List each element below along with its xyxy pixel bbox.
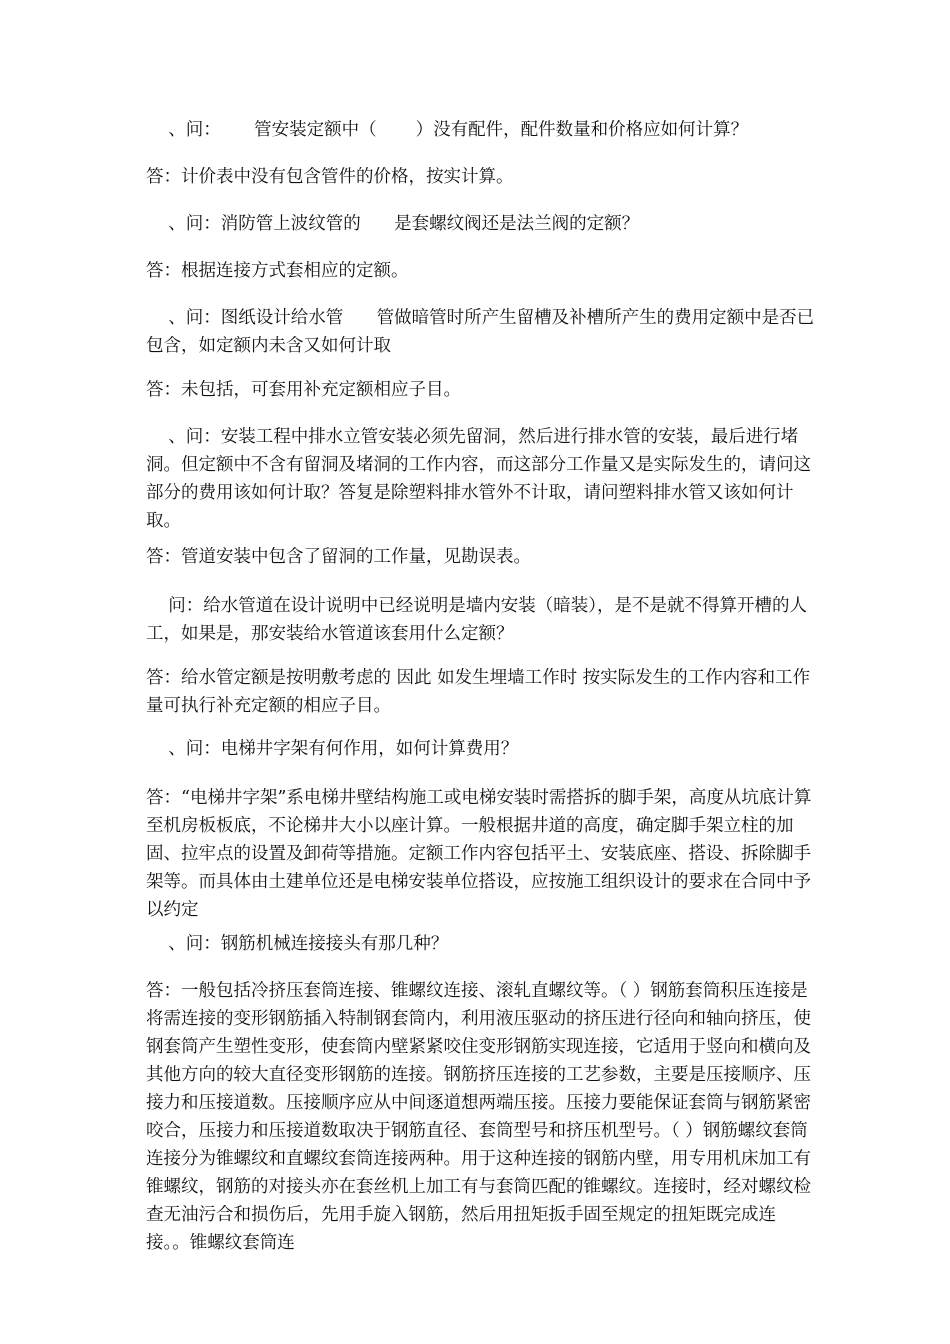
question-7: 、问：钢筋机械连接接头有那几种？ (146, 934, 449, 954)
answer-2: 答：根据连接方式套相应的定额。 (146, 261, 409, 281)
question-2: 、问：消防管上波纹管的 是套螺纹阀还是法兰阀的定额？ (146, 214, 640, 234)
answer-1: 答：计价表中没有包含管件的价格，按实计算。 (146, 167, 514, 187)
answer-3: 答：未包括，可套用补充定额相应子目。 (146, 380, 461, 400)
question-1: 、问： 管安装定额中（ ）没有配件，配件数量和价格应如何计算？ (146, 120, 749, 140)
question-3: 、问：图纸设计给水管 管做暗管时所产生留槽及补槽所产生的费用定额中是否已包含，如定额内未含又如何计取 (146, 308, 815, 356)
question-4: 、问：安装工程中排水立管安装必须先留洞，然后进行排水管的安装，最后进行堵洞。但定额中不含有留洞及堵洞的工作内容，而这部分工作量又是实际发生的，请问这部分的费用该如何计取？答复是除塑料排水管外不计取，请问塑料排水管又该如何计取。 (146, 427, 811, 531)
answer-6: 答：“电梯井字架”系电梯井壁结构施工或电梯安装时需搭拆的脚手架，高度从坑底计算至机房板板底，不论梯井大小以座计算。一般根据井道的高度，确定脚手架立柱的加固、拉牢点的设置及卸荷等措施。定额工作内容包括平土、安装底座、搭设、拆除脚手架等。而具体由土建单位还是电梯安装单位搭设，应按施工组织设计的要求在合同中予以约定 (146, 788, 812, 920)
answer-4: 答：管道安装中包含了留洞的工作量，见勘误表。 (146, 547, 531, 567)
answer-7: 答：一般包括冷挤压套筒连接、锥螺纹连接、滚轧直螺纹等。（ ）钢筋套筒积压连接是将需连接的变形钢筋插入特制钢套筒内，利用液压驱动的挤压进行径向和轴向挤压，使钢套筒产生塑性变形，使套筒内壁紧紧咬住变形钢筋实现连接，它适用于竖向和横向及其他方向的较大直径变形钢筋的连接。钢筋挤压连接的工艺参数，主要是压接顺序、压接力和压接道数。压接顺序应从中间逐道想两端压接。压接力要能保证套筒与钢筋紧密咬合，压接力和压接道数取决于钢筋直径、套筒型号和挤压机型号。（ ）钢筋螺纹套筒连接分为锥螺纹和直螺纹套筒连接两种。用于这种连接的钢筋内壁，用专用机床加工有锥螺纹，钢筋的对接头亦在套丝机上加工有与套筒匹配的锥螺纹。连接时，经对螺纹检查无油污合和损伤后，先用手旋入钢筋，然后用扭矩扳手固至规定的扭矩既完成连接。。锥螺纹套筒连 (146, 981, 811, 1253)
question-5: 问：给水管道在设计说明中已经说明是墙内安装（暗装），是不是就不得算开槽的人工，如果是，那安装给水管道该套用什么定额？ (146, 596, 808, 644)
answer-5: 答：给水管定额是按明敷考虑的 因此 如发生埋墙工作时 按实际发生的工作内容和工作量可执行补充定额的相应子目。 (146, 668, 811, 716)
question-6: 、问：电梯井字架有何作用，如何计算费用？ (146, 739, 519, 759)
